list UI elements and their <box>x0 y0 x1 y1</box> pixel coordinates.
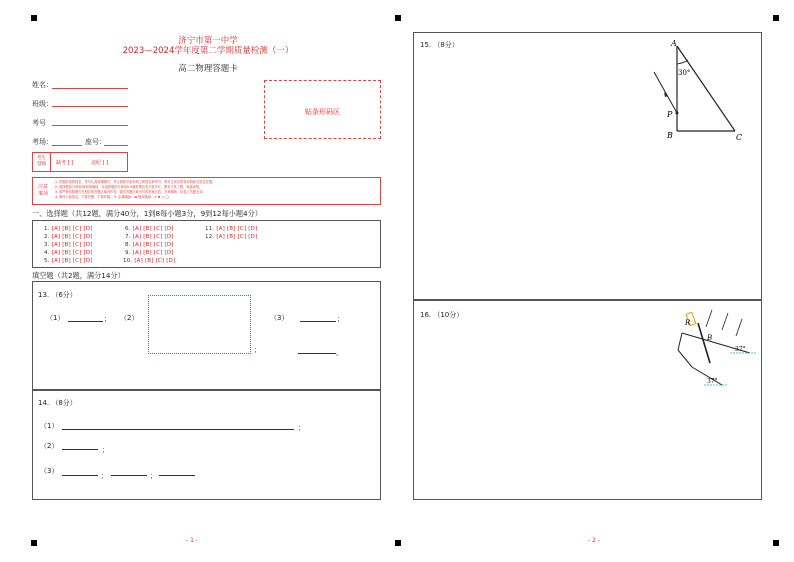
notice-label: 注意 事项 <box>37 184 48 197</box>
label-r: R <box>685 319 691 327</box>
registration-mark <box>773 15 779 21</box>
label-p: P <box>667 110 673 119</box>
registration-mark <box>31 15 37 21</box>
notice-line: 3. 请严格按照题号在相应的答题区域内作答，超出答题区域书写的答案无效，在草稿纸、试卷上答题无效。 <box>55 190 206 194</box>
notice-line: 4. 保持卡面清洁，不要折叠、不要弄破。 5. 正确填涂：▬ 错误填涂：✔ ✖ ○ ◯ <box>55 195 169 199</box>
registration-mark <box>395 540 401 546</box>
section1-title: 一、选择题（共12题，满分40分，1到8每小题3分，9到12每小题4分） <box>32 209 262 218</box>
angle2-label: 37° <box>707 378 718 385</box>
q14-box <box>32 390 381 500</box>
q14-part2-label: （2） <box>40 442 59 450</box>
q13-period: 。 <box>336 349 343 357</box>
q14-part1-label: （1） <box>40 422 59 430</box>
question-row[interactable]: 3. [A] [B] [C] [D] <box>44 242 93 248</box>
room-label: 考场： <box>32 138 53 146</box>
question-row[interactable]: 1. [A] [B] [C] [D] <box>44 226 93 232</box>
q16-incline-figure <box>670 305 760 390</box>
angle1-label: 37° <box>735 346 746 353</box>
id-label: 考号 <box>32 119 46 127</box>
notice-line: 1. 答题前请将姓名、考号认真准确填写，并认真核对条形码上的姓名和考号，核对无误后将条形码贴在指定位置。 <box>55 180 216 184</box>
seat-field[interactable] <box>104 145 128 146</box>
q13-part1-label: （1） <box>46 314 65 322</box>
point-p <box>676 112 679 115</box>
q14-semicolon2: ； <box>102 446 109 454</box>
label-c: C <box>736 133 743 142</box>
label-b: B <box>667 131 673 140</box>
q14-semicolon3b: ； <box>150 472 157 480</box>
registration-mark <box>31 540 37 546</box>
q13-answer1-line[interactable] <box>68 321 103 322</box>
name-field[interactable] <box>52 88 128 89</box>
violation-checkbox[interactable]: 违纪 [ ] <box>91 160 109 166</box>
page-number: - 1 - <box>186 537 198 544</box>
q14-answer3b-line[interactable] <box>111 475 147 476</box>
rail-left <box>678 333 682 350</box>
exam-title: 2023—2024学年度第二学期质量检测（一） <box>122 46 294 56</box>
question-row[interactable]: 8. [A] [B] [C] [D] <box>125 242 174 248</box>
q13-part2-label: （2） <box>120 314 139 322</box>
q13-answer3-line[interactable] <box>300 321 336 322</box>
barcode-label: 贴条形码区 <box>305 108 340 116</box>
q13-semicolon3: ； <box>337 315 344 323</box>
light-ray <box>654 72 677 113</box>
q13-drawing-area[interactable] <box>148 295 251 354</box>
conducting-rod <box>698 323 713 363</box>
question-row[interactable]: 4. [A] [B] [C] [D] <box>44 250 93 256</box>
triangle-edge-ac <box>677 46 735 131</box>
notice-lines <box>55 180 215 200</box>
q16-title: 16. （10分） <box>420 311 464 319</box>
rail-bottom <box>678 350 692 367</box>
question-row[interactable]: 2. [A] [B] [C] [D] <box>44 234 93 240</box>
q14-answer3a-line[interactable] <box>62 475 98 476</box>
field-arrow <box>706 310 712 327</box>
label-angle: 30° <box>678 69 691 77</box>
field-arrow <box>736 319 742 336</box>
name-label: 姓名： <box>32 81 53 89</box>
question-row[interactable]: 9. [A] [B] [C] [D] <box>125 250 174 256</box>
q13-title: 13. （6分） <box>38 291 77 299</box>
q13-answer4-line[interactable] <box>298 353 336 354</box>
q14-answer1-line[interactable] <box>62 429 294 430</box>
question-row[interactable]: 11. [A] [B] [C] [D] <box>205 226 258 232</box>
question-row[interactable]: 5. [A] [B] [C] [D] <box>44 258 93 264</box>
q13-semicolon1: ； <box>104 315 111 323</box>
label-a: A <box>671 39 677 48</box>
registration-mark <box>773 540 779 546</box>
exam-flags-label: 考生 禁填 <box>33 153 51 171</box>
q14-title: 14. （8分） <box>38 399 77 407</box>
q13-semicolon2: ； <box>254 346 261 354</box>
barcode-area <box>264 80 381 139</box>
exam-flags-box <box>32 152 128 172</box>
subject-title: 高二物理答题卡 <box>178 64 238 74</box>
question-row[interactable]: 10. [A] [B] [C] [D] <box>123 258 176 264</box>
q15-triangle-figure <box>640 36 750 146</box>
registration-mark <box>395 15 401 21</box>
q14-semicolon1: ； <box>298 424 305 432</box>
id-field[interactable] <box>52 125 128 126</box>
q13-part3-label: （3） <box>270 314 289 322</box>
school-title: 济宁市第一中学 <box>178 36 238 46</box>
class-label: 班级： <box>32 100 53 108</box>
class-field[interactable] <box>52 106 128 107</box>
absent-checkbox[interactable]: 缺考 [ ] <box>56 160 74 166</box>
question-row[interactable]: 7. [A] [B] [C] [D] <box>125 234 174 240</box>
q14-answer3c-line[interactable] <box>159 475 195 476</box>
seat-label: 座号： <box>85 138 106 146</box>
q15-title: 15. （8分） <box>420 41 459 49</box>
section2-title: 填空题（共2题，满分14分） <box>32 271 125 280</box>
q14-part3-label: （3） <box>40 467 59 475</box>
page-number: - 2 - <box>588 537 600 544</box>
room-field[interactable] <box>52 145 82 146</box>
field-arrow <box>722 313 728 330</box>
notice-box <box>32 177 381 205</box>
question-row[interactable]: 12. [A] [B] [C] [D] <box>205 234 258 240</box>
notice-line: 2. 选择题部分请用2B铅笔填涂，非选择题部分请用0.5毫米黑色签字笔书写，要求字体工整、笔迹清楚。 <box>55 185 203 189</box>
question-row[interactable]: 6. [A] [B] [C] [D] <box>125 226 174 232</box>
label-b: B <box>707 334 713 342</box>
q14-semicolon3a: ； <box>101 472 108 480</box>
q14-answer2-line[interactable] <box>62 449 98 450</box>
